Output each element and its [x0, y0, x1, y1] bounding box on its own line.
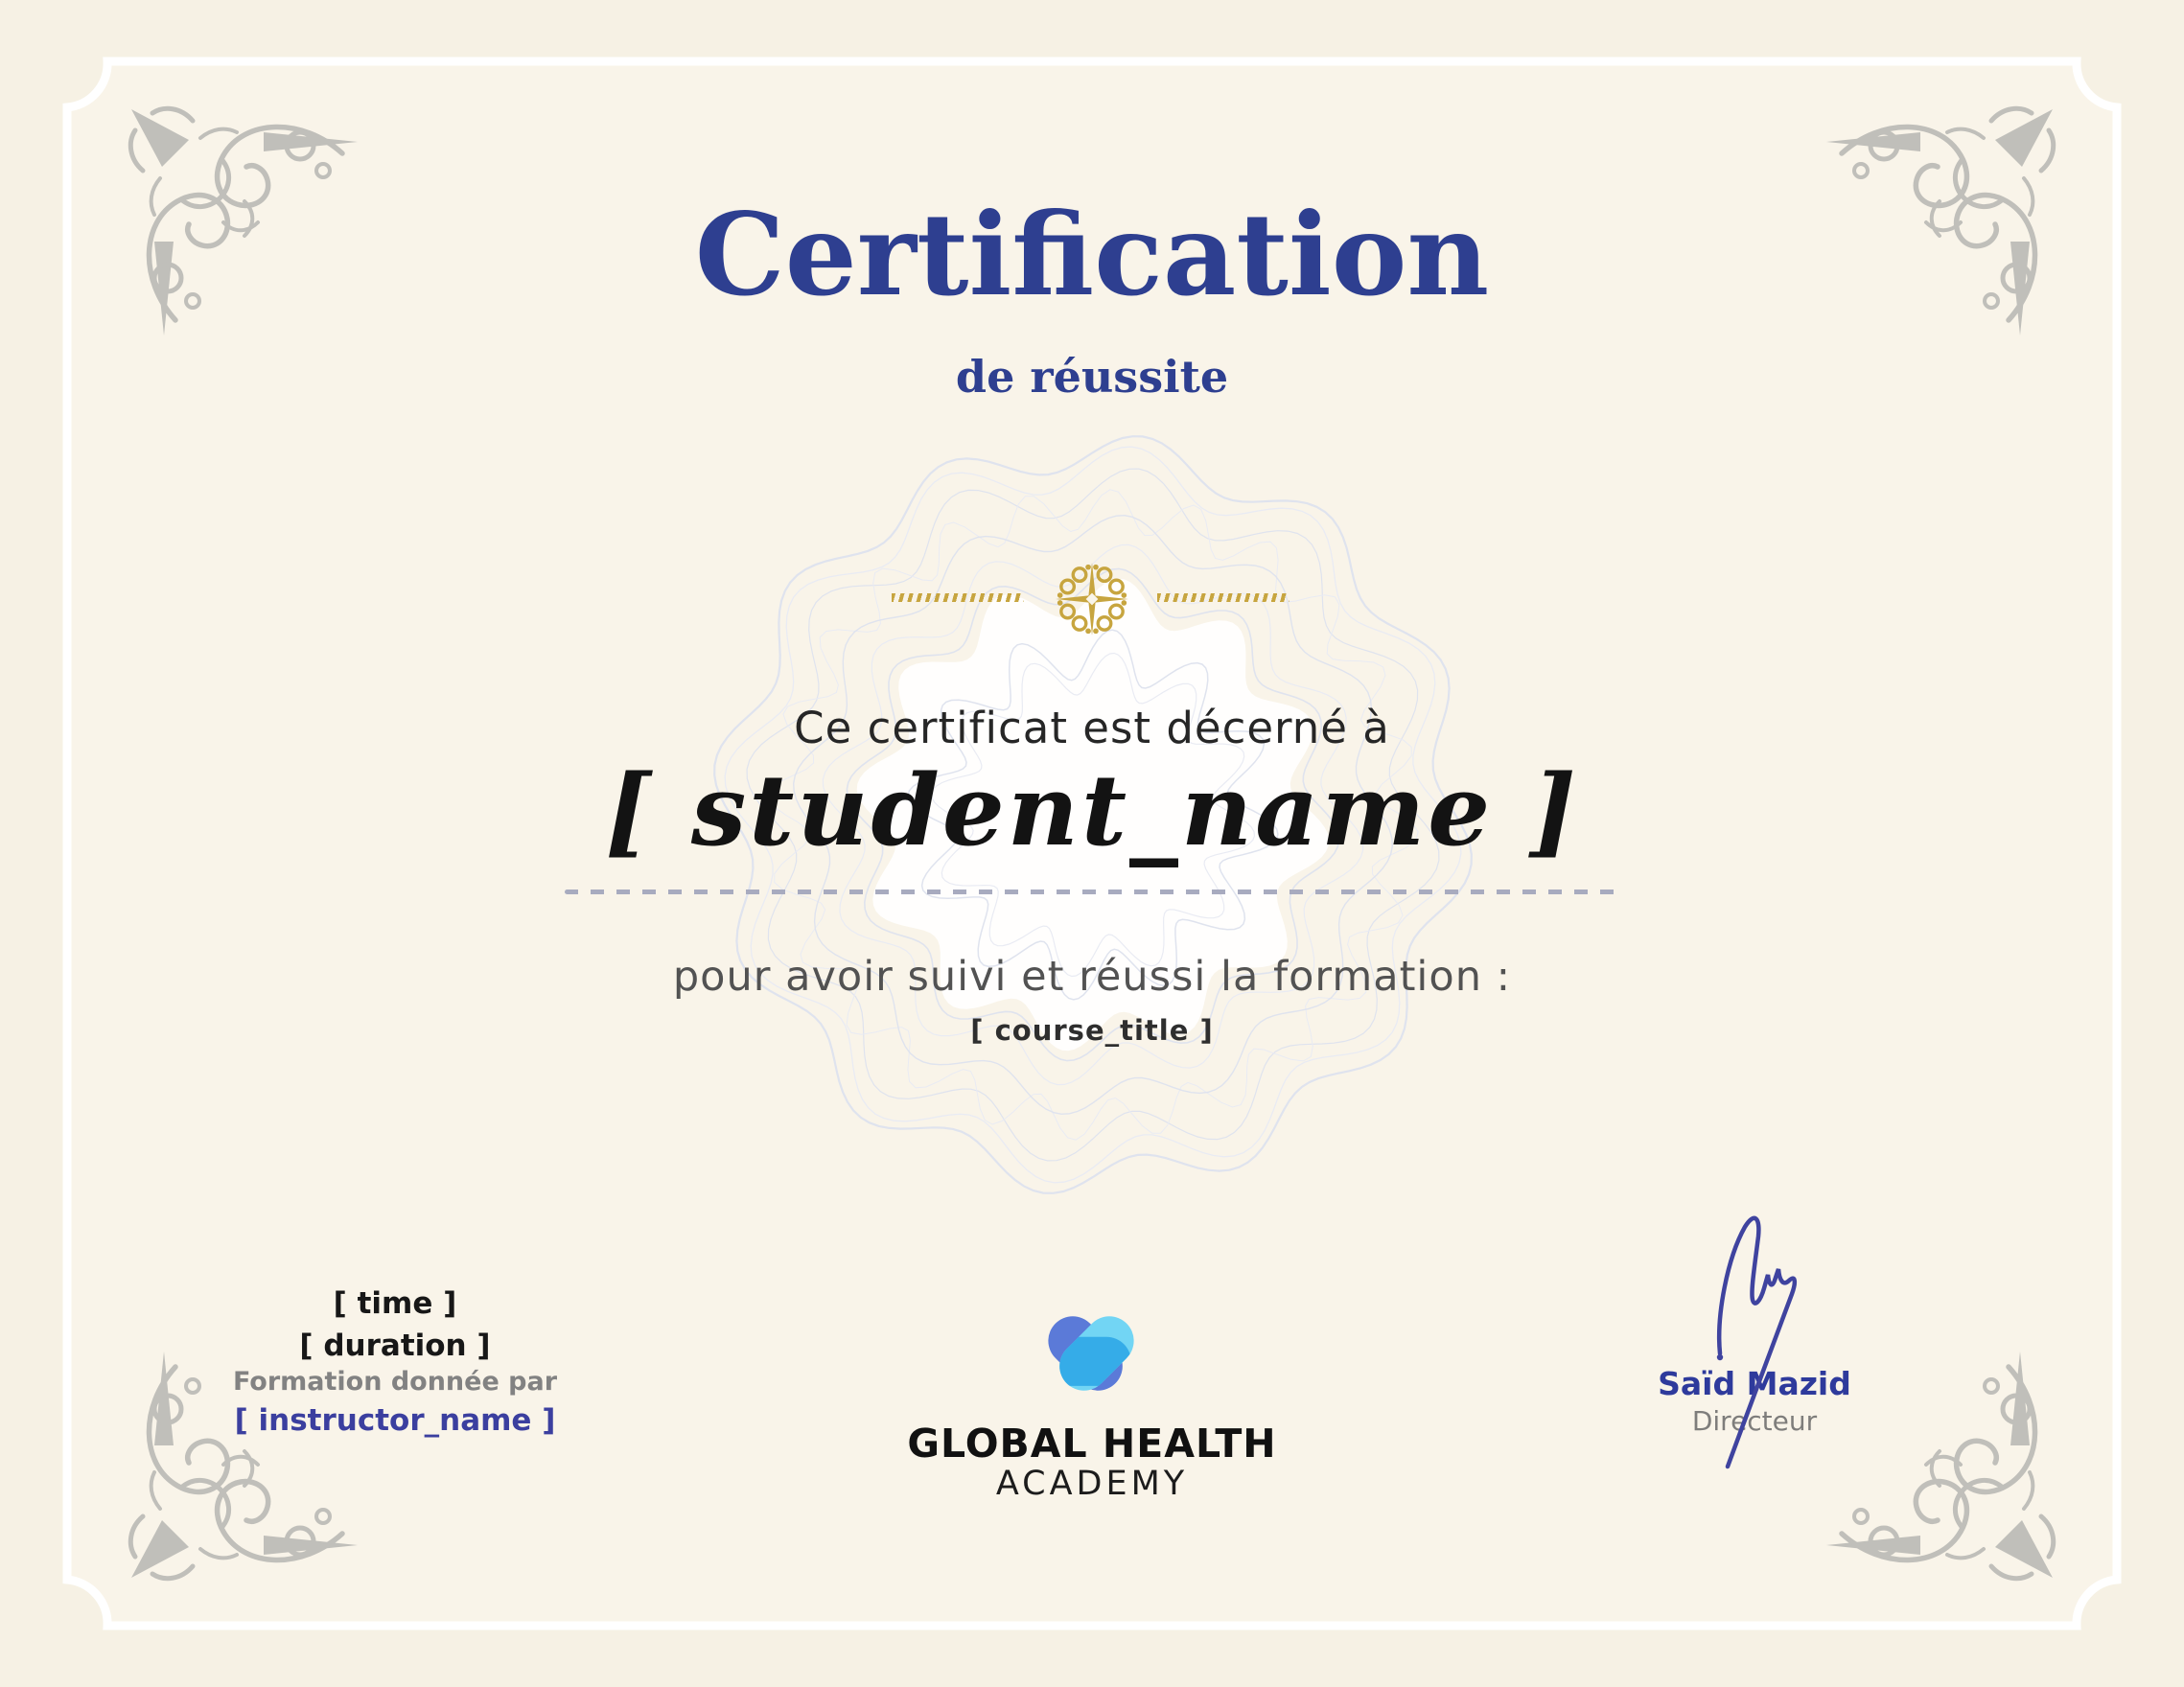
signature-dash-line	[565, 890, 1619, 894]
gold-rope-left-icon	[892, 593, 1024, 602]
instructor-name-field: [ instructor_name ]	[234, 1403, 556, 1438]
reason-line: pour avoir suivi et réussi la formation :	[672, 953, 1512, 1001]
signature-icon	[1699, 1200, 1814, 1480]
organization-subname: ACADEMY	[995, 1465, 1189, 1503]
duration-field: [ duration ]	[299, 1329, 491, 1363]
heart-logo-icon	[1034, 1302, 1148, 1405]
time-field: [ time ]	[333, 1286, 457, 1321]
award-line: Ce certificat est décerné à	[794, 703, 1390, 753]
page-subtitle: de réussite	[955, 351, 1229, 403]
student-name-field: [ student_name ]	[605, 753, 1579, 868]
director-name: Saïd Mazid	[1658, 1365, 1851, 1402]
organization-name: GLOBAL HEALTH	[907, 1421, 1277, 1467]
page-title: Certification	[694, 188, 1490, 321]
given-by-label: Formation donnée par	[232, 1367, 558, 1397]
ornament-divider-icon	[1046, 553, 1138, 645]
director-title: Directeur	[1691, 1405, 1818, 1437]
course-title-field: [ course_title ]	[970, 1014, 1214, 1047]
gold-rope-right-icon	[1157, 593, 1289, 602]
